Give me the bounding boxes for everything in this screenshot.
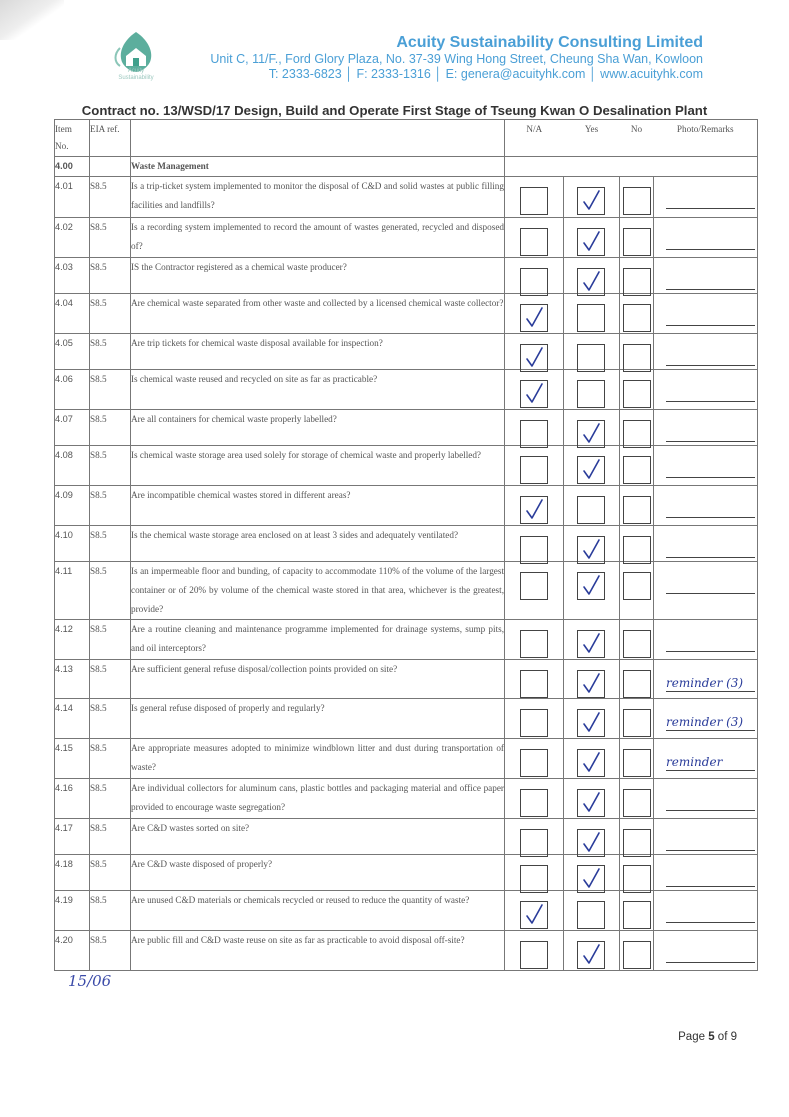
yes-checkbox[interactable]	[577, 630, 605, 658]
remarks-line	[666, 477, 755, 478]
no-cell	[620, 334, 654, 370]
question-text: Are incompatible chemical wastes stored in different areas?	[131, 486, 505, 526]
no-checkbox[interactable]	[623, 456, 651, 484]
yes-cell	[564, 410, 620, 446]
na-cell	[505, 258, 564, 294]
yes-header: Yes	[564, 120, 620, 157]
yes-cell	[564, 891, 620, 931]
handwritten-remark: reminder (3)	[666, 715, 744, 729]
yes-checkbox[interactable]	[577, 496, 605, 524]
remarks-cell	[654, 855, 758, 891]
na-cell	[505, 620, 564, 660]
question-text: Are chemical waste separated from other waste and collected by a licensed chemical waste collector?	[131, 294, 505, 334]
item-number: 4.08	[55, 446, 90, 486]
question-text: Is general refuse disposed of properly and regularly?	[131, 699, 505, 739]
yes-cell	[564, 334, 620, 370]
yes-cell	[564, 931, 620, 971]
yes-checkbox[interactable]	[577, 228, 605, 256]
na-cell	[505, 446, 564, 486]
page-number: Page 5 of 9	[678, 1031, 737, 1043]
item-number: 4.06	[55, 370, 90, 410]
no-cell	[620, 779, 654, 819]
na-cell	[505, 660, 564, 699]
eia-ref: S8.5	[90, 891, 131, 931]
item-number: 4.09	[55, 486, 90, 526]
table-row	[55, 739, 758, 779]
yes-checkbox[interactable]	[577, 670, 605, 698]
remarks-cell	[654, 218, 758, 258]
remarks-cell	[654, 891, 758, 931]
yes-checkbox[interactable]	[577, 789, 605, 817]
company-header	[210, 34, 703, 82]
no-checkbox[interactable]	[623, 572, 651, 600]
remarks-line	[666, 557, 755, 558]
item-number: 4.18	[55, 855, 90, 891]
question-text: Is a recording system implemented to record the amount of wastes generated, recycled and disposed of?	[131, 218, 505, 258]
yes-checkbox[interactable]	[577, 304, 605, 332]
yes-checkbox[interactable]	[577, 865, 605, 893]
eia-ref: S8.5	[90, 620, 131, 660]
yes-cell	[564, 258, 620, 294]
question-text: Is an impermeable floor and bunding, of capacity to accommodate 110% of the volume of the largest container or of 20% by volume of the chemical waste stored in that area, whichever is the greatest, provide?	[131, 562, 505, 620]
section-eia	[90, 157, 131, 177]
logo-caption: Acuity Sustainability	[118, 68, 154, 81]
remarks-line	[666, 850, 755, 851]
no-cell	[620, 370, 654, 410]
question-text: Are C&D waste disposed of properly?	[131, 855, 505, 891]
no-cell	[620, 891, 654, 931]
yes-cell	[564, 562, 620, 620]
table-row	[55, 334, 758, 370]
item-no-header: Item No.	[55, 120, 90, 157]
na-checkbox[interactable]	[520, 268, 548, 296]
na-cell	[505, 218, 564, 258]
no-checkbox[interactable]	[623, 749, 651, 777]
table-row	[55, 218, 758, 258]
question-header	[131, 120, 505, 157]
eia-ref: S8.5	[90, 334, 131, 370]
remarks-line	[666, 651, 755, 652]
yes-checkbox[interactable]	[577, 456, 605, 484]
eia-ref: S8.5	[90, 779, 131, 819]
table-row	[55, 446, 758, 486]
remarks-cell	[654, 446, 758, 486]
table-row	[55, 177, 758, 218]
eia-ref: S8.5	[90, 739, 131, 779]
na-cell	[505, 334, 564, 370]
question-text: Are C&D wastes sorted on site?	[131, 819, 505, 855]
yes-checkbox[interactable]	[577, 380, 605, 408]
eia-ref: S8.5	[90, 410, 131, 446]
yes-checkbox[interactable]	[577, 344, 605, 372]
eia-ref: S8.5	[90, 370, 131, 410]
yes-checkbox[interactable]	[577, 829, 605, 857]
na-cell	[505, 699, 564, 739]
remarks-line	[666, 249, 755, 250]
item-number: 4.14	[55, 699, 90, 739]
table-row	[55, 855, 758, 891]
yes-cell	[564, 779, 620, 819]
no-cell	[620, 819, 654, 855]
question-text: Is the chemical waste storage area enclosed on at least 3 sides and adequately ventilated?	[131, 526, 505, 562]
eia-ref: S8.5	[90, 855, 131, 891]
remarks-line	[666, 593, 755, 594]
no-cell	[620, 410, 654, 446]
remarks-cell	[654, 526, 758, 562]
item-number: 4.20	[55, 931, 90, 971]
remarks-cell	[654, 739, 758, 779]
yes-cell	[564, 855, 620, 891]
na-checkbox[interactable]	[520, 187, 548, 215]
yes-cell	[564, 370, 620, 410]
question-text: Is chemical waste reused and recycled on site as far as practicable?	[131, 370, 505, 410]
item-number: 4.10	[55, 526, 90, 562]
no-cell	[620, 177, 654, 218]
na-checkbox[interactable]	[520, 572, 548, 600]
na-cell	[505, 739, 564, 779]
yes-cell	[564, 819, 620, 855]
eia-ref: S8.5	[90, 819, 131, 855]
item-number: 4.17	[55, 819, 90, 855]
eia-ref: S8.5	[90, 526, 131, 562]
no-checkbox[interactable]	[623, 709, 651, 737]
eia-ref: S8.5	[90, 699, 131, 739]
company-contact: T: 2333-6823 │ F: 2333-1316 │ E: genera@acuityhk.com │ www.acuityhk.com	[268, 67, 703, 81]
yes-cell	[564, 699, 620, 739]
yes-cell	[564, 620, 620, 660]
yes-checkbox[interactable]	[577, 268, 605, 296]
yes-checkbox[interactable]	[577, 187, 605, 215]
remarks-cell	[654, 779, 758, 819]
yes-checkbox[interactable]	[577, 709, 605, 737]
yes-checkbox[interactable]	[577, 420, 605, 448]
eia-ref: S8.5	[90, 294, 131, 334]
no-header: No	[620, 120, 654, 157]
table-row	[55, 620, 758, 660]
no-checkbox[interactable]	[623, 670, 651, 698]
eia-ref: S8.5	[90, 258, 131, 294]
remarks-line	[666, 208, 755, 209]
checklist-table	[54, 119, 758, 971]
remarks-line	[666, 886, 755, 887]
no-cell	[620, 446, 654, 486]
table-row	[55, 486, 758, 526]
no-checkbox[interactable]	[623, 630, 651, 658]
item-number: 4.04	[55, 294, 90, 334]
na-checkbox[interactable]	[520, 496, 548, 524]
item-number: 4.07	[55, 410, 90, 446]
table-row	[55, 660, 758, 699]
section-title: Waste Management	[131, 157, 505, 177]
table-header-row	[55, 120, 758, 157]
na-cell	[505, 931, 564, 971]
no-checkbox[interactable]	[623, 789, 651, 817]
na-checkbox[interactable]	[520, 536, 548, 564]
handwritten-remark: reminder (3)	[666, 676, 744, 690]
no-checkbox[interactable]	[623, 536, 651, 564]
na-cell	[505, 526, 564, 562]
table-row	[55, 370, 758, 410]
remarks-cell	[654, 819, 758, 855]
na-checkbox[interactable]	[520, 344, 548, 372]
no-cell	[620, 660, 654, 699]
na-checkbox[interactable]	[520, 865, 548, 893]
no-checkbox[interactable]	[623, 304, 651, 332]
table-row	[55, 819, 758, 855]
yes-cell	[564, 526, 620, 562]
na-checkbox[interactable]	[520, 456, 548, 484]
item-number: 4.13	[55, 660, 90, 699]
section-answer-spacer	[505, 157, 758, 177]
item-number: 4.03	[55, 258, 90, 294]
table-row	[55, 562, 758, 620]
question-text: Are public fill and C&D waste reuse on site as far as practicable to avoid disposal off-site?	[131, 931, 505, 971]
na-cell	[505, 294, 564, 334]
remarks-line	[666, 289, 755, 290]
remarks-cell	[654, 660, 758, 699]
handwritten-date-note: 15/06	[68, 972, 112, 990]
no-cell	[620, 294, 654, 334]
table-row	[55, 699, 758, 739]
na-cell	[505, 562, 564, 620]
eia-ref: S8.5	[90, 218, 131, 258]
remarks-cell	[654, 258, 758, 294]
eia-ref: S8.5	[90, 177, 131, 218]
no-checkbox[interactable]	[623, 268, 651, 296]
remarks-cell	[654, 177, 758, 218]
eia-ref-header: EIA ref.	[90, 120, 131, 157]
no-checkbox[interactable]	[623, 187, 651, 215]
item-number: 4.15	[55, 739, 90, 779]
eia-ref: S8.5	[90, 660, 131, 699]
table-row	[55, 891, 758, 931]
no-cell	[620, 699, 654, 739]
no-checkbox[interactable]	[623, 865, 651, 893]
handwritten-remark: reminder	[666, 755, 723, 769]
eia-ref: S8.5	[90, 931, 131, 971]
remarks-cell	[654, 620, 758, 660]
table-row	[55, 258, 758, 294]
no-checkbox[interactable]	[623, 901, 651, 929]
eia-ref: S8.5	[90, 446, 131, 486]
remarks-cell	[654, 562, 758, 620]
na-checkbox[interactable]	[520, 941, 548, 969]
question-text: Are sufficient general refuse disposal/collection points provided on site?	[131, 660, 505, 699]
item-number: 4.12	[55, 620, 90, 660]
yes-cell	[564, 218, 620, 258]
remarks-cell	[654, 410, 758, 446]
yes-cell	[564, 177, 620, 218]
no-cell	[620, 855, 654, 891]
remarks-cell	[654, 334, 758, 370]
item-number: 4.05	[55, 334, 90, 370]
no-checkbox[interactable]	[623, 420, 651, 448]
no-checkbox[interactable]	[623, 228, 651, 256]
section-number: 4.00	[55, 157, 90, 177]
na-checkbox[interactable]	[520, 901, 548, 929]
no-checkbox[interactable]	[623, 496, 651, 524]
table-row	[55, 526, 758, 562]
question-text: IS the Contractor registered as a chemical waste producer?	[131, 258, 505, 294]
remarks-line	[666, 365, 755, 366]
na-cell	[505, 177, 564, 218]
na-checkbox[interactable]	[520, 228, 548, 256]
remarks-line	[666, 441, 755, 442]
na-checkbox[interactable]	[520, 789, 548, 817]
question-text: Are individual collectors for aluminum cans, plastic bottles and packaging material and office paper provided to encourage waste segregation?	[131, 779, 505, 819]
na-header: N/A	[505, 120, 564, 157]
no-checkbox[interactable]	[623, 941, 651, 969]
na-checkbox[interactable]	[520, 749, 548, 777]
yes-cell	[564, 739, 620, 779]
remarks-cell	[654, 931, 758, 971]
item-number: 4.19	[55, 891, 90, 931]
no-cell	[620, 931, 654, 971]
eia-ref: S8.5	[90, 562, 131, 620]
yes-checkbox[interactable]	[577, 941, 605, 969]
company-name: Acuity Sustainability Consulting Limited	[396, 34, 703, 51]
item-number: 4.16	[55, 779, 90, 819]
no-checkbox[interactable]	[623, 344, 651, 372]
remarks-line	[666, 401, 755, 402]
na-checkbox[interactable]	[520, 420, 548, 448]
question-text: Is chemical waste storage area used solely for storage of chemical waste and properly labelled?	[131, 446, 505, 486]
na-cell	[505, 779, 564, 819]
yes-checkbox[interactable]	[577, 901, 605, 929]
section-row	[55, 157, 758, 177]
na-checkbox[interactable]	[520, 304, 548, 332]
na-cell	[505, 855, 564, 891]
page-corner-fold	[0, 0, 64, 40]
question-text: Are appropriate measures adopted to minimize windblown litter and dust during transportation of waste?	[131, 739, 505, 779]
remarks-line	[666, 922, 755, 923]
na-cell	[505, 410, 564, 446]
question-text: Are trip tickets for chemical waste disposal available for inspection?	[131, 334, 505, 370]
remarks-line	[666, 517, 755, 518]
na-checkbox[interactable]	[520, 630, 548, 658]
item-number: 4.11	[55, 562, 90, 620]
na-checkbox[interactable]	[520, 709, 548, 737]
table-row	[55, 779, 758, 819]
na-cell	[505, 819, 564, 855]
question-text: Are a routine cleaning and maintenance programme implemented for drainage systems, sump pits, and oil interceptors?	[131, 620, 505, 660]
eia-ref: S8.5	[90, 486, 131, 526]
no-cell	[620, 739, 654, 779]
question-text: Is a trip-ticket system implemented to monitor the disposal of C&D and solid wastes at public filling facilities and landfills?	[131, 177, 505, 218]
remarks-line	[666, 810, 755, 811]
no-checkbox[interactable]	[623, 829, 651, 857]
company-address: Unit C, 11/F., Ford Glory Plaza, No. 37-39 Wing Hong Street, Cheung Sha Wan, Kowloon	[210, 52, 703, 66]
remarks-cell	[654, 486, 758, 526]
yes-cell	[564, 294, 620, 334]
remarks-cell	[654, 294, 758, 334]
na-checkbox[interactable]	[520, 829, 548, 857]
remarks-cell	[654, 370, 758, 410]
table-row	[55, 410, 758, 446]
yes-checkbox[interactable]	[577, 749, 605, 777]
no-cell	[620, 486, 654, 526]
no-cell	[620, 258, 654, 294]
na-cell	[505, 486, 564, 526]
no-cell	[620, 620, 654, 660]
remarks-header: Photo/Remarks	[654, 120, 758, 157]
question-text: Are unused C&D materials or chemicals recycled or reused to reduce the quantity of waste?	[131, 891, 505, 931]
table-row	[55, 931, 758, 971]
na-checkbox[interactable]	[520, 670, 548, 698]
yes-cell	[564, 446, 620, 486]
contract-title: Contract no. 13/WSD/17 Design, Build and Operate First Stage of Tseung Kwan O Desalination Plant	[81, 103, 708, 118]
no-cell	[620, 218, 654, 258]
yes-cell	[564, 660, 620, 699]
na-cell	[505, 891, 564, 931]
no-cell	[620, 562, 654, 620]
remarks-line	[666, 962, 755, 963]
yes-checkbox[interactable]	[577, 572, 605, 600]
na-checkbox[interactable]	[520, 380, 548, 408]
no-checkbox[interactable]	[623, 380, 651, 408]
table-row	[55, 294, 758, 334]
remarks-cell	[654, 699, 758, 739]
na-cell	[505, 370, 564, 410]
item-number: 4.02	[55, 218, 90, 258]
remarks-line	[666, 325, 755, 326]
no-cell	[620, 526, 654, 562]
item-number: 4.01	[55, 177, 90, 218]
yes-checkbox[interactable]	[577, 536, 605, 564]
yes-cell	[564, 486, 620, 526]
question-text: Are all containers for chemical waste properly labelled?	[131, 410, 505, 446]
